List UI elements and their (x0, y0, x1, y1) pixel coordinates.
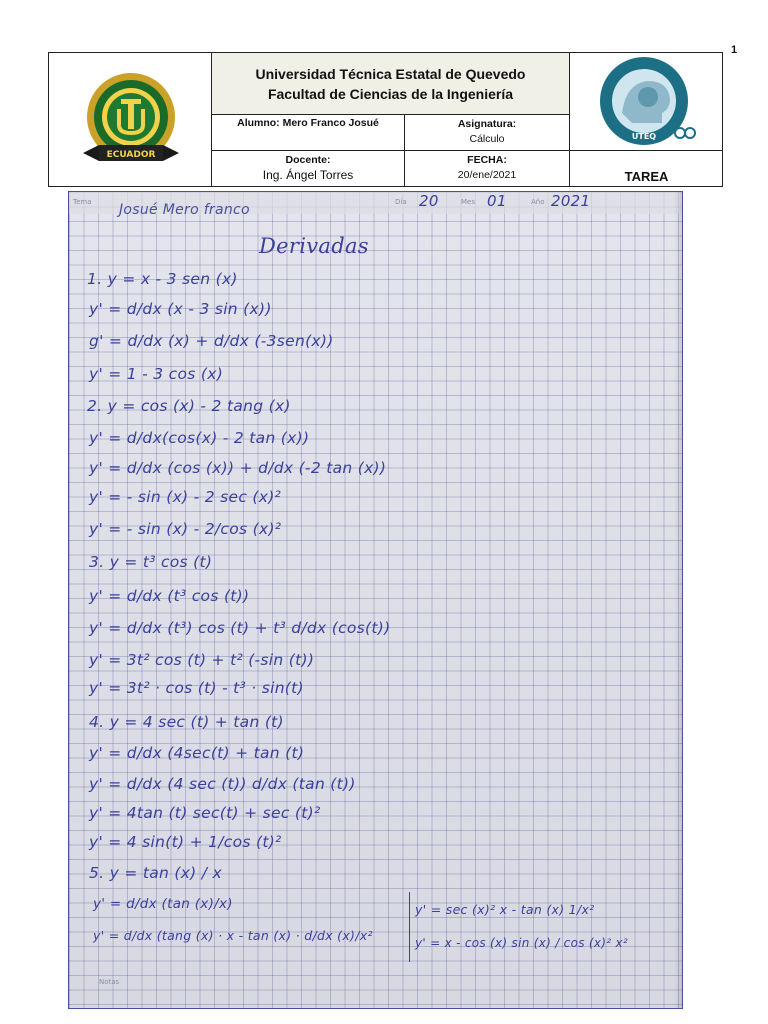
deriv-line: y' = 4 sin(t) + 1/cos (t)² (89, 833, 282, 851)
task-label: TAREA (624, 169, 669, 184)
date-cell (405, 151, 570, 187)
faculty-logo (570, 53, 723, 151)
header-title-cell (212, 53, 570, 115)
teacher-cell (212, 151, 405, 187)
side-result-2: y' = x - cos (x) sin (x) / cos (x)² x² (415, 936, 628, 950)
subject-label: Asignatura: (457, 118, 517, 130)
notebook-spine-shadow (674, 192, 682, 1008)
deriv-line: y' = d/dx (tan (x)/x) (93, 896, 233, 912)
university-seal-logo (49, 53, 212, 187)
svg-text:UTEQ: UTEQ (631, 132, 657, 141)
header-table (48, 52, 723, 187)
deriv-line: y' = d/dx (tang (x) · x - tan (x) · d/dx (x)/x² (93, 928, 373, 943)
subject-value: Cálculo (469, 133, 505, 145)
deriv-line: y' = d/dx (4 sec (t)) d/dx (tan (t)) (89, 775, 356, 793)
deriv-line: 2. y = cos (x) - 2 tang (x) (87, 397, 291, 415)
deriv-line: y' = d/dx(cos(x) - 2 tan (x)) (89, 429, 310, 447)
deriv-line: g' = d/dx (x) + d/dx (-3sen(x)) (89, 332, 334, 350)
notebook-date-month: 01 (487, 192, 507, 210)
faculty-globe-icon (570, 53, 723, 151)
deriv-line: 5. y = tan (x) / x (89, 864, 222, 882)
teacher-value: Ing. Ángel Torres (262, 168, 354, 182)
notebook-student-name: Josué Mero franco (119, 202, 250, 218)
deriv-line: 3. y = t³ cos (t) (89, 553, 213, 571)
deriv-line: 4. y = 4 sec (t) + tan (t) (89, 713, 284, 731)
date-value: 20/ene/2021 (457, 169, 517, 181)
student-name: Alumno: Mero Franco Josué (237, 117, 379, 129)
deriv-line: y' = d/dx (t³) cos (t) + t³ d/dx (cos(t)) (89, 619, 391, 637)
notebook-photo: Tema Día Mes Año Josué Mero franco 20 01 2021 Derivadas 1. y = x - 3 sen (x) y' = d/dx (x - 3 sin (x)) g' = d/dx (x) + d/dx (-3sen(x)) y' = 1 - 3 cos (x) 2. y = cos (x) - 2 tang (x) y' = d/dx(cos(x) - 2 tan (x)) y' = d/dx (cos (x)) + d/dx (-2 tan (x)) y' = - sin (x) - 2 sec (x)² y' = - sin (x) - 2/cos (x)² 3. y = t³ cos (t) y' = d/dx (t³ cos (t)) y' = d/dx (t³) cos (t) + t³ d/dx (cos(t)) y' = 3t² cos (t) + t² (-sin (t)) y' = 3t² · cos (t) - t³ · sin(t) 4. y = 4 sec (t) + tan (t) y' = d/dx (4sec(t) + tan (t) y' = d/dx (4 sec (t)) d/dx (tan (t)) y' = 4tan (t) sec(t) + sec (t)² y' = 4 sin(t) + 1/cos (t)² 5. y = tan (x) / x y' = d/dx (tan (x)/x) y' = d/dx (tang (x) · x - tan (x) · d/dx (x)/x² y' = sec (x)² x - tan (x) 1/x² y' = x - cos (x) sin (x) / cos (x)² x² Notas (68, 191, 683, 1009)
faculty-name: Facultad de Ciencias de la Ingeniería (267, 85, 514, 102)
deriv-line: y' = d/dx (4sec(t) + tan (t) (89, 744, 305, 762)
uteq-seal-icon (49, 53, 212, 187)
deriv-line: y' = 4tan (t) sec(t) + sec (t)² (89, 804, 321, 822)
seal-ecuador-text: ECUADOR (106, 150, 156, 160)
subject-cell (405, 115, 570, 151)
deriv-line: y' = d/dx (x - 3 sin (x)) (89, 300, 272, 318)
teacher-label: Docente: (285, 154, 331, 166)
page-number: 1 (731, 44, 738, 56)
notebook-title: Derivadas (259, 234, 369, 258)
deriv-line: 1. y = x - 3 sen (x) (87, 270, 238, 288)
notebook-date-year: 2021 (551, 192, 591, 210)
deriv-line: y' = - sin (x) - 2 sec (x)² (89, 488, 282, 506)
student-cell (212, 115, 405, 151)
deriv-line: y' = 1 - 3 cos (x) (89, 365, 224, 383)
notebook-date-day: 20 (419, 192, 439, 210)
margin-divider-line (409, 892, 410, 962)
side-result-1: y' = sec (x)² x - tan (x) 1/x² (415, 902, 595, 917)
task-cell (570, 151, 723, 187)
deriv-line: y' = 3t² cos (t) + t² (-sin (t)) (89, 651, 315, 669)
university-name: Universidad Técnica Estatal de Quevedo (255, 65, 526, 82)
date-label: FECHA: (467, 154, 507, 166)
deriv-line: y' = d/dx (t³ cos (t)) (89, 587, 250, 605)
deriv-line: y' = - sin (x) - 2/cos (x)² (89, 520, 282, 538)
deriv-line: y' = d/dx (cos (x)) + d/dx (-2 tan (x)) (89, 459, 387, 477)
deriv-line: y' = 3t² · cos (t) - t³ · sin(t) (89, 679, 304, 697)
